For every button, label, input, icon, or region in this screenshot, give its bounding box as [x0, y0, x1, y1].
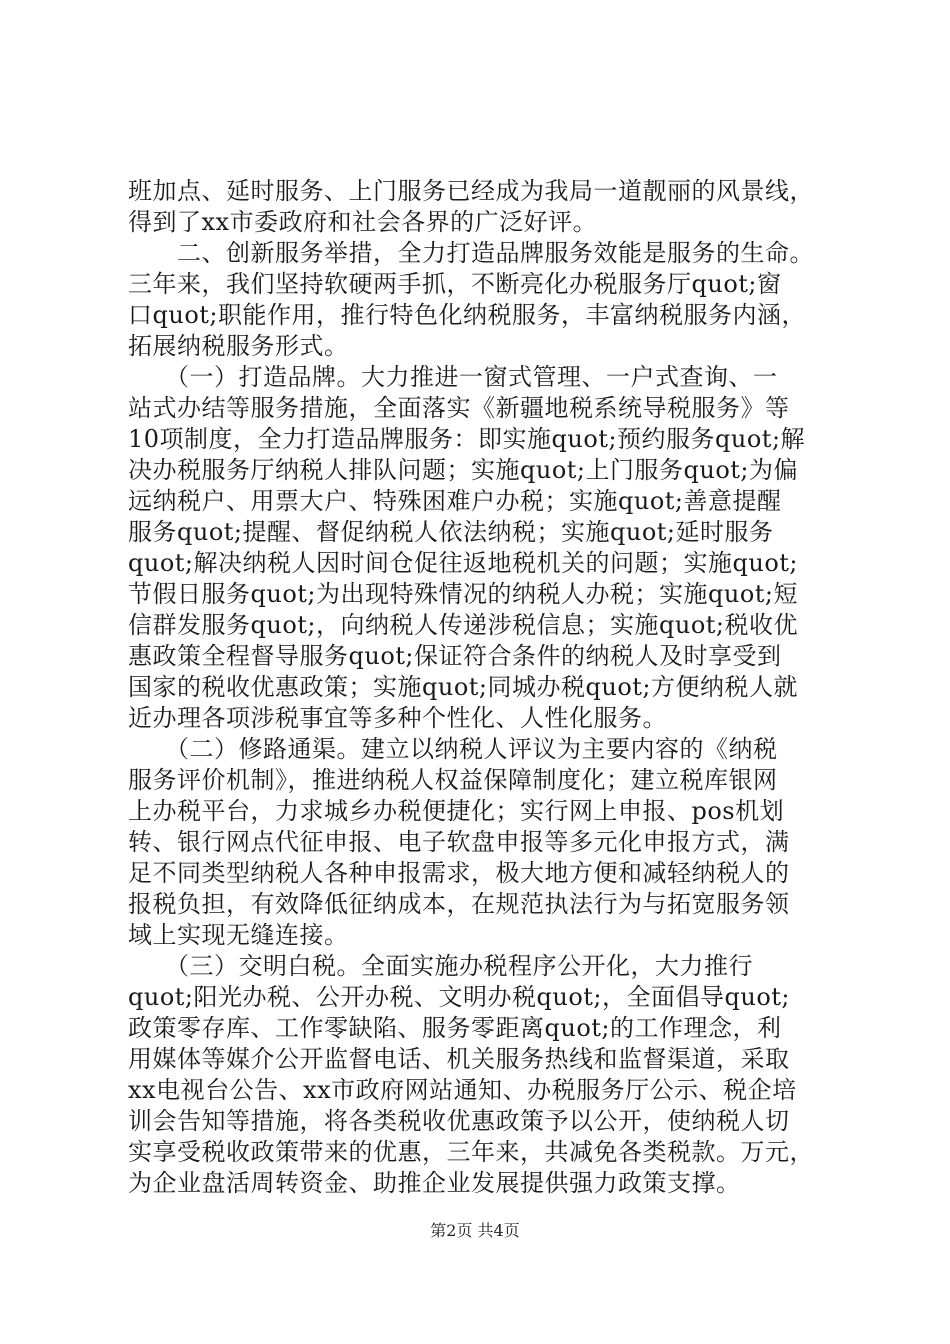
text-line: 用媒体等媒介公开监督电话、机关服务热线和监督渠道，采取 — [128, 1045, 790, 1073]
text-line: 远纳税户、用票大户、特殊困难户办税；实施quot;善意提醒 — [128, 487, 782, 515]
text-line: （三）交明白税。全面实施办税程序公开化，大力推行 — [128, 952, 753, 980]
text-line: 得到了xx市委政府和社会各界的广泛好评。 — [128, 208, 598, 236]
text-line: 三年来，我们坚持软硬两手抓，不断亮化办税服务厅quot;窗 — [128, 270, 782, 298]
text-line: 站式办结等服务措施，全面落实《新疆地税系统导税服务》等 — [128, 394, 790, 422]
text-line: 服务评价机制》，推进纳税人权益保障制度化；建立税库银网 — [128, 766, 778, 794]
text-line: 拓展纳税服务形式。 — [128, 332, 349, 360]
text-line: 为企业盘活周转资金、助推企业发展提供强力政策支撑。 — [128, 1169, 741, 1197]
text-line: 信群发服务quot;，向纳税人传递涉税信息；实施quot;税收优 — [128, 611, 798, 639]
text-line: 服务quot;提醒、督促纳税人依法纳税；实施quot;延时服务 — [128, 518, 774, 546]
text-line: 转、银行网点代征申报、电子软盘申报等多元化申报方式，满 — [128, 828, 790, 856]
text-line: 报税负担，有效降低征纳成本，在规范执法行为与拓宽服务领 — [128, 890, 790, 918]
text-line: 国家的税收优惠政策；实施quot;同城办税quot;方便纳税人就 — [128, 673, 798, 701]
text-line: 政策零存库、工作零缺陷、服务零距离quot;的工作理念，利 — [128, 1014, 782, 1042]
text-line: quot;解决纳税人因时间仓促往返地税机关的问题；实施quot; — [128, 549, 798, 577]
text-line: 上办税平台，力求城乡办税便捷化；实行网上申报、pos机划 — [128, 797, 785, 825]
text-line: 10项制度，全力打造品牌服务：即实施quot;预约服务quot;解 — [128, 425, 806, 453]
text-line: 口quot;职能作用，推行特色化纳税服务，丰富纳税服务内涵， — [128, 301, 806, 329]
text-line: xx电视台公告、xx市政府网站通知、办税服务厅公示、税企培 — [128, 1076, 797, 1104]
text-line: 惠政策全程督导服务quot;保证符合条件的纳税人及时享受到 — [128, 642, 782, 670]
text-line: 节假日服务quot;为出现特殊情况的纳税人办税；实施quot;短 — [128, 580, 798, 608]
text-line: 域上实现无缝连接。 — [128, 921, 349, 949]
text-line: 实享受税收政策带来的优惠，三年来，共减免各类税款。万元， — [128, 1138, 814, 1166]
text-line: （二）修路通渠。建立以纳税人评议为主要内容的《纳税 — [128, 735, 778, 763]
text-line: 足不同类型纳税人各种申报需求，极大地方便和减轻纳税人的 — [128, 859, 790, 887]
text-line: 班加点、延时服务、上门服务已经成为我局一道靓丽的风景线， — [128, 177, 814, 205]
text-line: （一）打造品牌。大力推进一窗式管理、一户式查询、一 — [128, 363, 778, 391]
page-number: 第2页 共4页 — [430, 1221, 520, 1240]
text-line: 训会告知等措施，将各类税收优惠政策予以公开，使纳税人切 — [128, 1107, 790, 1135]
text-line: quot;阳光办税、公开办税、文明办税quot;，全面倡导quot; — [128, 983, 790, 1011]
text-line: 决办税服务厅纳税人排队问题；实施quot;上门服务quot;为偏 — [128, 456, 798, 484]
text-line: 近办理各项涉税事宜等多种个性化、人性化服务。 — [128, 704, 667, 732]
text-line: 二、创新服务举措，全力打造品牌服务效能是服务的生命。 — [128, 239, 814, 267]
body-text — [128, 176, 834, 1199]
